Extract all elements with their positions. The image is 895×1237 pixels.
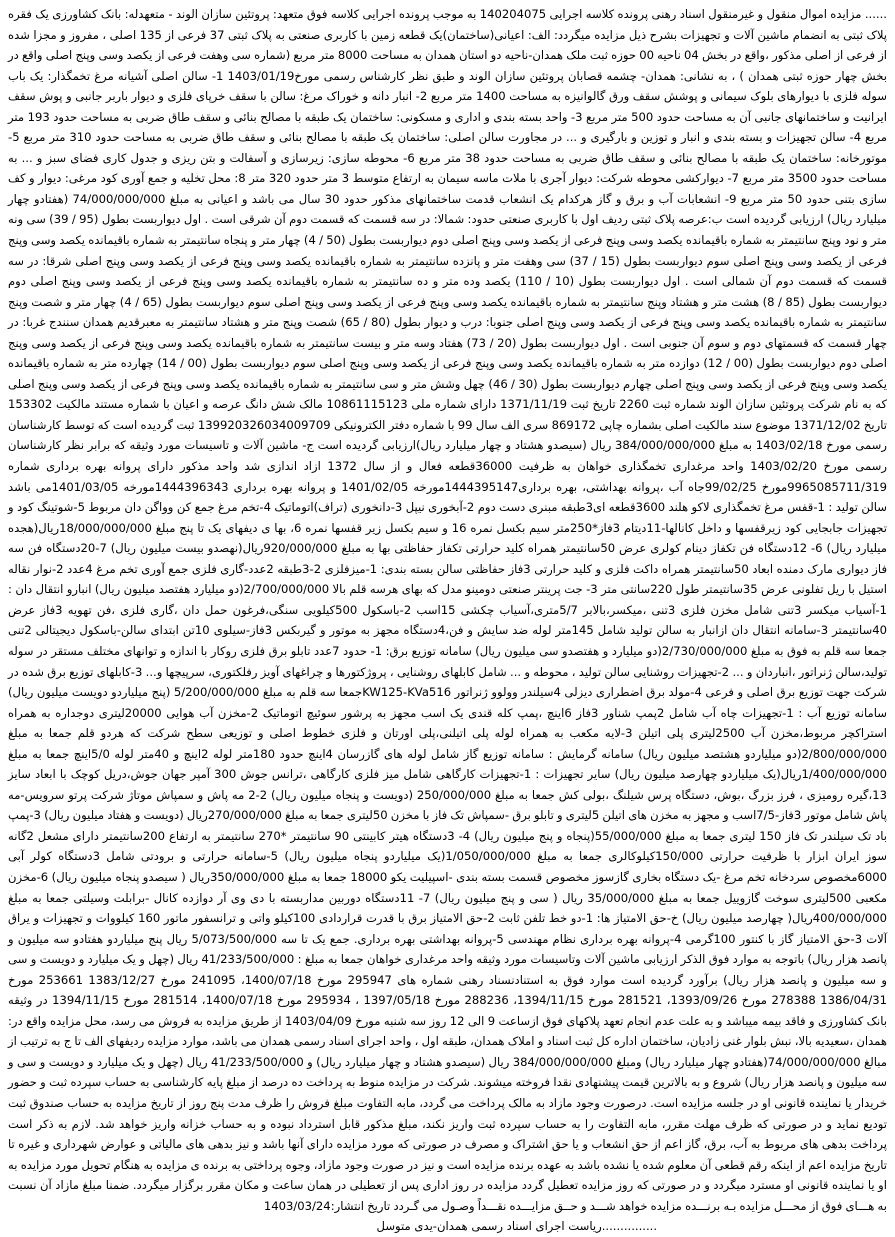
notice-signature: ...............ریاست اجرای اسناد رسمی همدان-یدی متوسل xyxy=(376,1219,657,1234)
notice-body: ...... مزایده اموال منقول و غیرمنقول اسناد رهنی پرونده کلاسه اجرایی 140204075 به موجب پرونده اجرایی کلاسه فوق متعهد: پروتئین سازان الوند - متعهدله: بانک کشاورزی یک فقره پلاک ثبتی به انضمام ماشین آلات و تجهیزات بشرح ذیل مزایده میگردد: الف: اعیانی(ساختمان)یک قطعه زمین با کاربری صنعتی به پلاک ثبتی 37 فرعی از 135 اصلی ، مفروز و مجزا شده از فرعی از اصلی مذکور ،واقع در بخش 04 ناحیه 00 حوزه ثبت ملک همدان-ناحیه دو استان همدان به مساحت 8000 متر مربع (شماره سی وهفت فرعی از یکصد وسی وپنج اصلی واقع در بخش چهار حوزه ثبتی همدان ) ، به نشانی: همدان- چشمه قصابان پروتئین سازان الوند و طبق نظر کارشناس رسمی مورخ1403/01/19 1- سالن اصلی آشیانه مرغ تخمگذار: یک باب سوله فلزی با دیوارهای بلوک سیمانی و پوشش سقف ورق گالوانیزه به مساحت 1400 متر مربع 2- انبار دانه و خوراک مرغ: سالن با سقف خرپای فلزی و دیوار باربر جانبی و پوش سقف ایرانیت و ساختمانهای جانبی آن به مساحت حدود 500 متر مربع 3- واحد بسته بندی و اداری و مسکونی: ساختمان یک طبقه با مصالح بنائی و سقف طاق ضربی به مساحت حدود 193 متر مربع 4- سالن تجهیزات و بسته بندی و انبار و توزین و بارگیری و ... در مجاورت سالن اصلی: ساختمان یک طبقه با مصالح بنائی و سقف طاق ضربی به مساحت حدود 310 متر مربع 5- موتورخانه: ساختمان یک طبقه با مصالح بنائی و سقف طاق ضربی به مساحت حدود 38 متر مربع 6- محوطه سازی: زیرسازی و آسفالت و بتن ریزی و جدول کاری فضای سبز و ... به مساحت حدود 3500 متر مربع 7- دیوارکشی محوطه شرکت: دیوار آجری با ملات ماسه سیمان به ارتفاع متوسط 3 متر حدود 320 متر 8: محل تخلیه و جمع آوری کود مرغی: دیوار و کف سازی بتنی حدود 50 متر مربع 9- انشعابات آب و برق و گاز هرکدام یک انشعاب قدمت ساختمانهای مذکور حدود 30 سال می باشد و اعیانی به مبلغ 74/000/000/000 (هفتادو چهار میلیارد ریال) ارزیابی گردیده است ب:عرصه پلاک ثبتی ردیف اول با کاربری صنعتی حدود: شمالا: در سه قسمت که قسمت دوم آن شرقی است . اول دیواربست بطول (95 / 39) سی ونه متر و نود وپنج سانتیمتر به شماره باقیمانده یکصد وسی وپنج فرعی از یکصد وسی وپنج اصلی دوم دیواربست بطول (50 / 4) چهار متر و پنجاه سانتیمتر به شماره باقیمانده یکصد وسی وپنج فرعی از یکصد وسی وپنج اصلی سوم دیواربست بطول (15 / 37) سی وهفت متر و پانزده سانتیمتر به شماره باقیمانده یکصد وسی وپنج فرعی از یکصد وسی وپنج اصلی شرقا: در سه قسمت که قسمت دوم آن شمالی است . اول دیواربست بطول (10 / 110) یکصد وده متر و ده سانتیمتر به شماره باقیمانده یکصد وسی وپنج فرعی از یکصد وسی وپنج اصلی دوم دیواربست بطول (85 / 8) هشت متر و هشتاد وپنج سانتیمتر به شماره باقیمانده یکصد وسی وپنج فرعی از یکصد وسی وپنج اصلی سوم دیواربست بطول (65 / 4) چهار متر و شصت وپنج سانتیمتر به شماره باقیمانده یکصد وسی وپنج فرعی از یکصد وسی وپنج اصلی جنوبا: درب و دیوار بطول (80 / 65) شصت وپنج متر و هشتاد سانتیمتر به معبرقدیم همدان سنندج غربا: در چهار قسمت که قسمتهای دوم و سوم آن جنوبی است . اول دیواربست بطول (20 / 73) هفتاد وسه متر و بیست سانتیمتر به شماره باقیمانده یکصد وسی وپنج فرعی از یکصد وسی وپنج اصلی دوم دیواربست بطول (00 / 12) دوازده متر به شماره باقیمانده یکصد وسی وپنج فرعی از یکصد وسی وپنج اصلی سوم دیواربست بطول (00 / 14) چهارده متر به شماره باقیمانده یکصد وسی وپنج فرعی از یکصد وسی وپنج اصلی چهارم دیواربست بطول (30 / 46) چهل وشش متر و سی سانتیمتر به شماره باقیمانده یکصد وسی وپنج فرعی از یکصد وسی وپنج اصلی که به نام شرکت پروتئین سازان الوند شماره ثبت 2260 تاریخ ثبت 1371/11/19 دارای شماره ملی 10861115123 مالک شش دانگ عرصه و اعیان با شماره مستند مالکیت 153302 تاریخ 1371/12/02 موضوع سند مالکیت اصلی بشماره چاپی 869172 سری الف سال 99 با شماره دفتر الکترونیکی 139920326034009709 ثبت گردیده است که توسط کارشناسان رسمی مورخ 1403/02/18 به مبلغ 384/000/000/000 ریال (سیصدو هشتاد و چهار میلیارد ریال)ارزیابی گردیده است ج- ماشین آلات و تاسیسات مورد وثیقه که برابر نظر کارشناسان رسمی مورخ 1403/02/20 واحد مرغداری تخمگذاری خواهان به ظرفیت 36000قطعه فعال و از سال 1372 ازاد اندازی شد واحد مذکور دارای پروانه بهره برداری شماره 9965085711/319مورخ 99/02/25جاه آب ،پروانه بهداشتی، بهره برداری1444395147مورخه 1401/02/05 و پروانه بهره برداری 1444396343مورخه 1401/03/05می باشد سالن تولید : 1-قفس مرغ تخمگذاری لاکو هلند 3600قطعه ای3طبقه مبنری دست دوم 2-آبخوری نیپل 3-دانخوری (تراف)اتوماتیک 4-تخم مرغ جمع کن وواگن دان مربوط 5-شوتینگ کود و تجهیزات جابجایی کود زیرقفسها و داخل کانالها-11دیتام 3فاز*250متر سیم بکسل نمره 16 و سیم بکسل زیر قفسها نمره 6، بها ی دیفهای یک تا پنج مبلغ 18/000/000/000ریال(هجده میلیارد ریال) 6- 12دستگاه فن تکفاز دینام کولری عرض 50سانتیمتر همراه کلید حرارتی تکفاز حفاظتی بها به مبلغ 920/000/000ریال(نهصدو بیست میلیون ریال) 7-20دستگاه فن سه فاز دیواری مارک دمنده ابعاد 50سانتیمتر همراه داکت فلزی و کلید حرارتی 3فاز حفاظتی سالن بسته بندی: 1-میزفلزی 2-3طبقه 2عدد-گاری فلزی جمع آوری تخم مرغ 4عدد 2-نوار نقاله استیل با ریل تفلونی عرض 35سانتیمتر طول 220سانتی متر 3- جت پرینتر صنعتی دومینو مدل که بهای هرسه قلم بالا 2/700/000/000(دو میلیارد هفتصد میلیون ریال) انبارو انتقال دان : 1-آسیاب میکسر 3تنی شامل مخزن فلزی 3تنی ،میکسر،بالابر 5/7متری،آسیاب چکشی 15اسب 2-باسکول 500کیلویی سنگی،فرغون حمل دان ،گاری فلزی ،فن تهویه 3فاز عرض 40سانتیمتر 3-سامانه انتقال دان ازانبار به سالن تولید شامل 145متر لوله ضد سایش و فن،4دستگاه مجهز به موتور و گیربکس 3فاز-سیلوی 10تن ابتدای سالن-باسکول دیجیتالی 2تنی جمعا سه قلم به فوق به مبلغ 2/730/000/000(دو میلیارد و هفتصدو سی میلیون ریال) سامانه توزیع برق: 1- حدود 7عدد تابلو برق فلزی روکار با اندازه و توانهای مختلف مستقر در سوله تولید،سالن ژنراتور ،انباردان و ... 2-تجهیزات روشنایی سالن تولید ، محوطه و ... شامل کابلهای روشنایی ، پروژکتورها و چراغهای آویز رفلکتوری، سرپیچها و... 3-کابلهای توزیع برق شده در شرکت جهت توزیع برق اصلی و فرعی 4-مولد برق اضطراری دیزلی 4سیلندر وولوو ژنراتور KW125-KVa516جمعا سه قلم به مبلغ 5/200/000/000 (پنج میلیاردو دویست میلیون ریال) سامانه توزیع آب : 1-تجهیزات چاه آب شامل 2پمپ شناور 3فاز 6اینچ ،پمپ کله قندی یک اسب مجهز به پرشور سوئیچ اتوماتیک 2-مخزن آب هوایی 20000لیتری دوجداره به همراه استراکچر مربوط،مخزن آب 2500لیتری پلی اتیلن 3-لایه مکعب به همراه لوله پلی اتیلنی،پلی اورتان و فلزی خطوط اصلی و توزیعی سطح شرکت که هردو قلم جمعا به مبلغ 2/800/000/000(دو میلیاردو هشتصد میلیون ریال) سامانه گرمایش : سامانه توزیع گاز شامل لوله های گازرسان 4اینچ حدود 180متر لوله 2اینچ و 40متر لوله 5/0اینچ جمعا به مبلغ 1/400/000/000ریال(یک میلیاردو چهارصد میلیون ریال) سایر تجهیزات : 1-تجهیزات کارگاهی شامل میز فلزی کارگاهی ،ترانس جوش 300 آمپر جهان جوش،دریل کوچک با ابعاد سایز 13،گیره رومیزی ، فرز بزرگ ،بوش، دستگاه پرس شیلنگ ،بولی کش جمعا به مبلغ 250/000/000 (دویست و پنجاه میلیون ریال) 2-2 مه پاش و سمپاش موتاژ شرکت پرتو سرویس-مه پاش شامل موتور 3فاز-7/5اسب و مجهز به مخزن های اتیلن 5لیتری و تابلو برق -سمپاش تک فاز با مخزن 50لیتری جمعا به مبلغ 270/000/000ریال (دویست و هفتاد میلیون ریال) 3-پمپ باد تک سیلندر تک فاز 150 لیتری جمعا به مبلغ 55/000/000(پنجاه و پنج میلیون ریال) 4- 3دستگاه هیتر کابینتی 90 سانتیمتر *270 سانتیمتر به ارتفاع 200سانتیمتر دارای مشعل 2گانه سوز ایران ابزار با ظرفیت حرارتی 150/000کیلوکالری جمعا به مبلغ 1/050/000/000(یک میلیاردو پنجاه میلیون ریال) 5-سامانه حرارتی و برودتی شامل 3دستگاه کولر آبی 6000مخصوص سردخانه تخم مرغ -یک دستگاه بخاری گازسوز مخصوص قسمت بسته بندی -اسپیلیت یکو 18000 جمعا به مبلغ 350/000/000ریال ( سیصدو پنجاه میلیون ریال) 6-مخزن مکعبی 500لیتری سوخت گازوییل جمعا به مبلغ 35/000/000 ریال ( سی و پنج میلیون ریال) 7- 11دستگاه دوربین مداربسته با دی وی آر دوازده کانال -برابلت وسیلتی جمعا به مبلغ 400/000/000ریال( چهارصد میلیون ریال) خ-حق الامتیاز ها: 1-دو خط تلفن ثابت 2-حق الامتیاز برق با قدرت قراردادی 100کیلو واتی و ترانسفور ماتور 160 کیلووات و تجهیزات و یراق آلات 3-حق الامتیاز گاز با کنتور 100گرمی 4-پروانه بهره برداری نظام مهندسی 5-پروانه بهداشتی بهره برداری. جمع یک تا سه 5/073/500/000 ریال پنج میلیاردو هفتادو سه میلیون و پانصد هزار ریال) باتوجه به موارد فوق الذکر ارزیابی ماشین آلات وتاسیسات مورد وثیقه واحد مرغداری خواهان جمعا به مبلغ : 41/233/500/000 ریال (چهل و یک میلیارد و دویست و سی و سه میلیون و پانصد هزار ریال) برآورد گردیده است موارد فوق به استنادنسناد رهنی شماره های 295947 مورخ 1400/07/18، 241095 مورخ 1383/12/27 253661 مورخ 1386/04/31 278388 مورخ 1393/09/26، 281521 مورخ 1394/11/15، 288236 مورخ 1397/05/18 ، 295934 مورخ 1400/07/18، 281514 مورخ 1394/11/15 در وثیقه بانک کشاورزی و فاقد بیمه میباشد و به علت عدم انجام تعهد پلاکهای فوق ازساعت 9 الی 12 روز سه شنبه مورخ 1403/04/09 از طریق مزایده به فروش می رسد، محل مزایده واقع در: همدان ،سعیدیه بالا، نبش بلوار غنی زادیان، ساختمان اداره کل ثبت اسناد و املاک همدان، طبقه اول ، واحد اجرای اسناد رسمی همدان می باشد، موارد مزایده ردیفهای الف تا ج به ترتیب از مبالغ 74/000/000/000(هفتادو چهار میلیارد ریال) ومبلغ 384/000/000/000 ریال (سیصدو هشتاد و چهار میلیارد ریال) و 41/233/500/000 ریال (چهل و یک میلیارد و دویست و سی و سه میلیون و پانصد هزار ریال) شروع و به بالاترین قیمت پیشنهادی نقدا فروخته میشوند. شرکت در مزایده منوط به پرداخت ده درصد از مبلغ پایه کارشناسی به حساب سپرده ثبت و حضور خریدار یا نماینده قانونی او در جلسه مزایده است. درصورت وجود مازاد به مالک پرداخت می گردد، مابه التفاوت مبلغ فروش را ظرف مدت پنج روز از تاریخ مزایده به حساب صندوق ثبت تودیع نماید و در صورتی که ظرف مهلت مقرر، مابه التفاوت را به حساب سپرده ثبت واریز نکند، مبلغ مذکور قابل استرداد نبوده و به حساب خزانه واریز خواهد شد. لازم به ذکر است پرداخت بدهی های مربوط به آب، برق، گاز اعم از حق انشعاب و یا حق اشتراک و مصرف در صورتی که مورد مزایده دارای آنها باشد و نیز بدهی های مالیاتی و عوارض شهرداری و غیره تا تاریخ مزایده اعم از اینکه رقم قطعی آن معلوم شده یا نشده باشد به عهده برنده مزایده است و نیز در صورت وجود مازاد، وجوه پرداختی به برنده ی مزایده به هنگام تحویل مورد مزایده به او یا نماینده قانونی او مسترد میگردد و در صورتی که روز مزایده تعطیل گردد مزایده در روز اداری پس از تعطیلی در همان ساعت و مکان مقرر برگزار میگردد. ضمنا مبلغ مازاد آن نسبت به هـــای فوق از محـــل مزایده بـه برنـــده مزایده خواهد شـــد و حــق مزایـــده نقـــداً وصـول می گـردد تاریخ انتشار:1403/03/24 xyxy=(8,7,888,1213)
